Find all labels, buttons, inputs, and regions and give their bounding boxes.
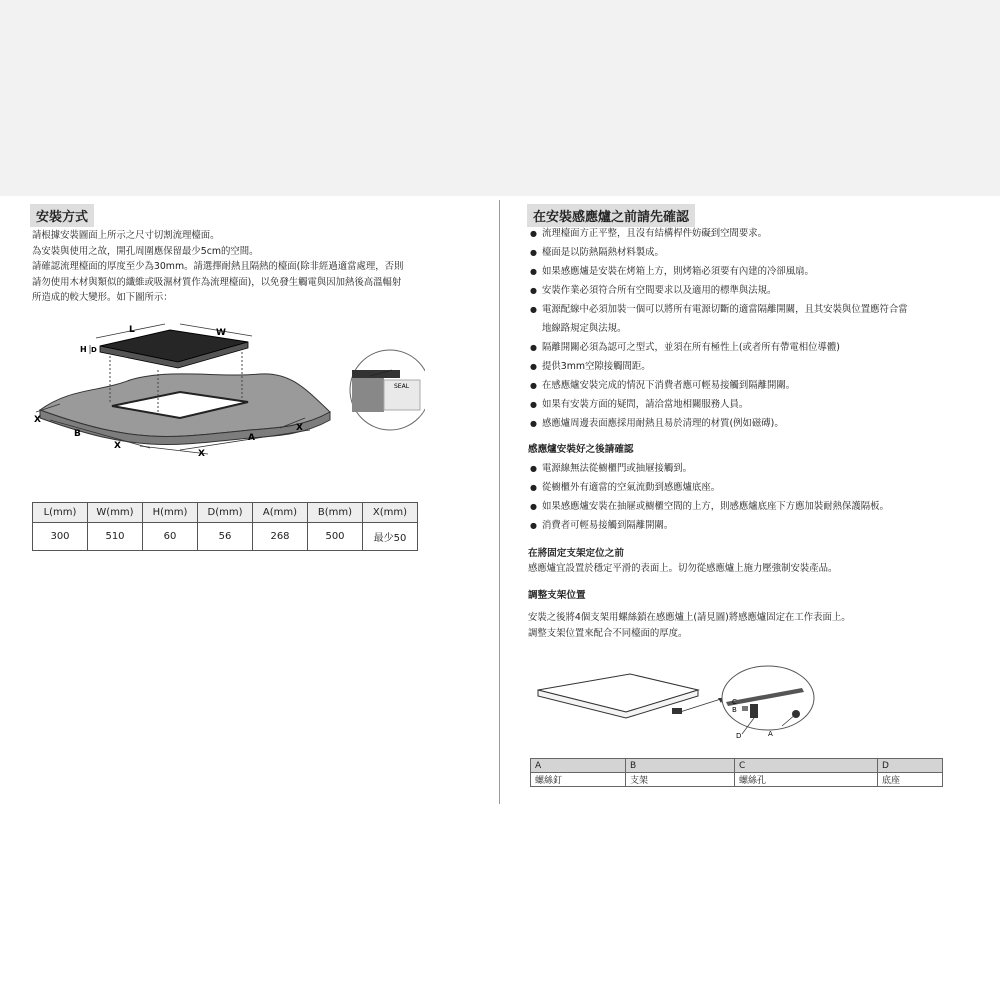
- list-item: ● 如果有安裝方面的疑問，請洽當地相關服務人員。: [530, 399, 749, 410]
- parts-table: [530, 758, 943, 787]
- table-cell: B: [626, 759, 735, 773]
- list-item: ● 在感應爐安裝完成的情況下消費者應可輕易接觸到隔離開關。: [530, 380, 796, 391]
- table-cell: 510: [88, 523, 143, 551]
- adjust-bracket-paragraph: [528, 610, 851, 641]
- subheading-before-bracket: 在將固定支架定位之前: [528, 548, 624, 559]
- subheading-adjust-bracket: 調整支架位置: [528, 590, 586, 601]
- table-row: [531, 773, 943, 787]
- before-bracket-paragraph: 感應爐宜設置於穩定平滑的表面上。切勿從感應爐上施力壓強制安裝產品。: [528, 563, 838, 574]
- section-title-installation: 安裝方式: [30, 204, 94, 227]
- table-cell: C: [735, 759, 878, 773]
- label-seal: SEAL: [394, 383, 410, 390]
- hob-bracket-small: [672, 708, 682, 714]
- table-cell: A: [531, 759, 626, 773]
- dimension-table: [32, 502, 418, 551]
- list-item: ● 感應爐周邊表面應採用耐熱且易於清理的材質(例如磁磚)。: [530, 418, 784, 429]
- list-item: ● 消費者可輕易接觸到隔離開關。: [530, 520, 674, 531]
- table-cell: 56: [198, 523, 253, 551]
- table-header-row: [33, 503, 418, 523]
- paragraph-line: 調整支架位置來配合不同檯面的厚度。: [528, 627, 688, 639]
- list-item: ● 安裝作業必須符合所有空間要求以及適用的標準與法規。: [530, 285, 777, 296]
- paragraph-line: 安裝之後將4個支架用螺絲鎖在感應爐上(請見圖)將感應爐固定在工作表面上。: [528, 612, 851, 623]
- label-A: A: [248, 433, 255, 443]
- list-item: ● 電源配線中必須加裝一個可以將所有電源切斷的適當隔離開關，且其安裝與位置應符合當: [530, 304, 908, 315]
- label-X-bottom: X: [114, 441, 121, 451]
- label-X-left: X: [34, 415, 41, 425]
- paragraph-line: 請確認流理檯面的厚度至少為30mm。請選擇耐熱且隔熱的檯面(除非經過適當處理，否則: [32, 261, 404, 272]
- table-cell: 500: [308, 523, 363, 551]
- list-item-continuation: 地線路規定與法規。: [542, 323, 627, 334]
- paragraph-line: 請根據安裝圖面上所示之尺寸切割流理檯面。: [32, 230, 220, 241]
- top-margin: [0, 0, 1000, 196]
- label-B: B: [732, 706, 737, 714]
- paragraph-line: 所造成的較大變形。如下圖所示：: [32, 292, 173, 303]
- list-item: ● 檯面是以防熱隔熱材料製成。: [530, 247, 664, 258]
- table-cell: 268: [253, 523, 308, 551]
- label-B: B: [74, 429, 81, 439]
- table-cell: 60: [143, 523, 198, 551]
- paragraph-line: 請勿使用木材與類似的纖維或吸濕材質作為流理檯面)，以免發生觸電與因加熱後高溫輻射: [32, 276, 402, 288]
- bracket-hole: [742, 706, 748, 711]
- list-item: ● 提供3mm空隙接觸間距。: [530, 361, 651, 372]
- table-cell: 最少50: [363, 523, 418, 551]
- table-header-cell: L(mm): [33, 503, 88, 523]
- label-L: L: [129, 325, 135, 335]
- table-cell: 300: [33, 523, 88, 551]
- label-X-bottom2: X: [198, 449, 205, 459]
- hob-top: [538, 674, 698, 712]
- label-D: D: [91, 346, 97, 354]
- label-H: H: [80, 345, 87, 354]
- list-item: ● 流理檯面方正平整，且沒有結構桿件妨礙到空間要求。: [530, 228, 768, 239]
- table-header-cell: W(mm): [88, 503, 143, 523]
- table-header-cell: A(mm): [253, 503, 308, 523]
- column-divider: [499, 200, 500, 804]
- section-title-precheck: 在安裝感應爐之前請先確認: [527, 204, 695, 227]
- list-item: ● 如果感應爐安裝在抽屜或櫥櫃空間的上方，則感應爐底座下方應加裝耐熱保護隔板。: [530, 501, 889, 512]
- label-D: D: [736, 732, 742, 740]
- subheading-after-install: 感應爐安裝好之後請確認: [528, 444, 634, 455]
- bracket-body: [750, 704, 758, 718]
- table-header-cell: X(mm): [363, 503, 418, 523]
- list-item: ● 從櫥櫃外有適當的空氣流動到感應爐底座。: [530, 482, 721, 493]
- label-A: A: [768, 730, 773, 738]
- table-header-cell: H(mm): [143, 503, 198, 523]
- table-row: [33, 523, 418, 551]
- list-item: ● 如果感應爐是安裝在烤箱上方，則烤箱必須要有內建的冷卻風扇。: [530, 266, 814, 277]
- cutout-diagram: [30, 318, 425, 468]
- precheck-list: [528, 224, 908, 433]
- list-item: ● 電源線無法從櫥櫃門或抽屜接觸到。: [530, 463, 693, 474]
- table-cell: D: [878, 759, 943, 773]
- installation-paragraph: [32, 228, 403, 306]
- after-install-list: [528, 459, 889, 535]
- table-cell: 螺絲釘: [531, 773, 626, 787]
- bracket-diagram: [530, 660, 830, 754]
- table-header-row: [531, 759, 943, 773]
- label-X-right: X: [296, 423, 303, 433]
- table-cell: 底座: [878, 773, 943, 787]
- table-header-cell: D(mm): [198, 503, 253, 523]
- table-cell: 螺絲孔: [735, 773, 878, 787]
- seal-counter-section: [352, 378, 384, 412]
- table-header-cell: B(mm): [308, 503, 363, 523]
- label-C: C: [732, 698, 737, 706]
- list-item: ● 隔離開關必須為認可之型式，並須在所有極性上(或者所有帶電相位導體): [530, 342, 840, 353]
- paragraph-line: 為安裝與使用之故，開孔周圍應保留最少5cm的空間。: [32, 245, 259, 257]
- table-cell: 支架: [626, 773, 735, 787]
- label-W: W: [216, 328, 226, 338]
